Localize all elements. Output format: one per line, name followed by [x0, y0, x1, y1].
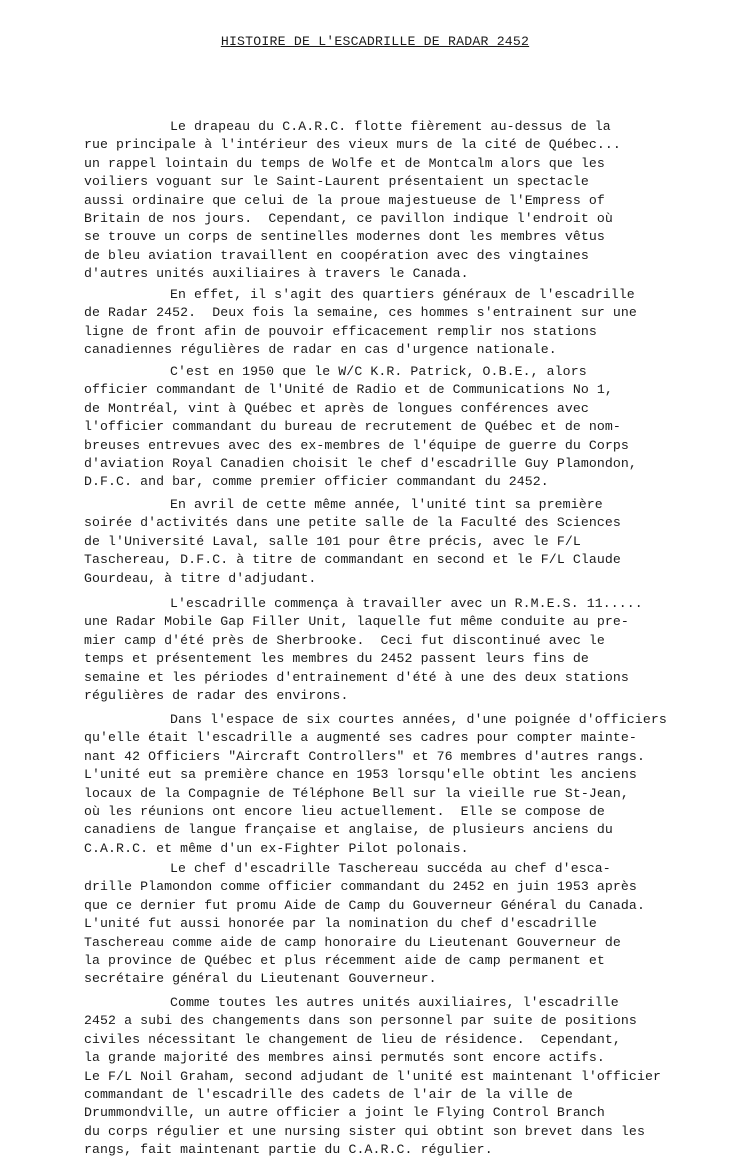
- text-line: 2452 a subi des changements dans son personnel par suite de positions: [84, 1013, 637, 1029]
- text-line: régulières de radar des environs.: [84, 687, 349, 703]
- text-line: se trouve un corps de sentinelles modernes dont les membres vêtus: [84, 229, 605, 245]
- text-line: rangs, fait maintenant partie du C.A.R.C. régulier.: [84, 1142, 493, 1158]
- text-line: Drummondville, un autre officier a joint le Flying Control Branch: [84, 1105, 605, 1121]
- text-line: Comme toutes les autres unités auxiliaires, l'escadrille: [170, 995, 619, 1010]
- text-line: de l'Université Laval, salle 101 pour être précis, avec le F/L: [84, 533, 581, 549]
- text-line: du corps régulier et une nursing sister qui obtint son brevet dans les: [84, 1123, 645, 1139]
- text-line: locaux de la Compagnie de Téléphone Bell sur la vieille rue St-Jean,: [84, 785, 629, 801]
- text-line: mier camp d'été près de Sherbrooke. Ceci fut discontinué avec le: [84, 632, 605, 648]
- text-line: Gourdeau, à titre d'adjudant.: [84, 570, 317, 586]
- paragraph-3: [0, 363, 750, 492]
- text-line: drille Plamondon comme officier commandant du 2452 en juin 1953 après: [84, 879, 637, 895]
- text-line: commandant de l'escadrille des cadets de l'air de la ville de: [84, 1086, 573, 1102]
- paragraph-5: [0, 595, 750, 705]
- document-title: HISTOIRE DE L'ESCADRILLE DE RADAR 2452: [220, 34, 530, 49]
- text-line: d'aviation Royal Canadien choisit le chef d'escadrille Guy Plamondon,: [84, 455, 637, 471]
- text-line: L'escadrille commença à travailler avec un R.M.E.S. 11.....: [170, 596, 643, 611]
- text-line: d'autres unités auxiliaires à travers le Canada.: [84, 266, 469, 282]
- text-line: breuses entrevues avec des ex-membres de l'équipe de guerre du Corps: [84, 437, 629, 453]
- paragraph-7: [0, 860, 750, 989]
- text-line: secrétaire général du Lieutenant Gouverneur.: [84, 971, 437, 987]
- text-line: civiles nécessitant le changement de lieu de résidence. Cependant,: [84, 1031, 621, 1047]
- text-line: où les réunions ont encore lieu actuellement. Elle se compose de: [84, 803, 605, 819]
- text-line: C.A.R.C. et même d'un ex-Fighter Pilot polonais.: [84, 840, 469, 856]
- text-line: qu'elle était l'escadrille a augmenté ses cadres pour compter mainte-: [84, 730, 637, 746]
- paragraph-6: [0, 711, 750, 858]
- text-line: que ce dernier fut promu Aide de Camp du Gouverneur Général du Canada.: [84, 897, 645, 913]
- paragraph-8: [0, 994, 750, 1160]
- text-line: rue principale à l'intérieur des vieux murs de la cité de Québec...: [84, 137, 621, 153]
- text-line: En avril de cette même année, l'unité tint sa première: [170, 497, 603, 512]
- text-line: un rappel lointain du temps de Wolfe et de Montcalm alors que les: [84, 155, 605, 171]
- text-line: semaine et les périodes d'entrainement d'été à une des deux stations: [84, 669, 629, 685]
- text-line: L'unité eut sa première chance en 1953 lorsqu'elle obtint les anciens: [84, 767, 637, 783]
- text-line: officier commandant de l'Unité de Radio et de Communications No 1,: [84, 382, 613, 398]
- text-line: L'unité fut aussi honorée par la nomination du chef d'escadrille: [84, 916, 597, 932]
- text-line: temps et présentement les membres du 2452 passent leurs fins de: [84, 651, 589, 667]
- paragraph-1: [0, 118, 750, 284]
- text-line: la grande majorité des membres ainsi permutés sont encore actifs.: [84, 1050, 605, 1066]
- text-line: soirée d'activités dans une petite salle de la Faculté des Sciences: [84, 515, 621, 531]
- text-line: D.F.C. and bar, comme premier officier commandant du 2452.: [84, 474, 549, 490]
- text-line: Le F/L Noil Graham, second adjudant de l'unité est maintenant l'officier: [84, 1068, 661, 1084]
- text-line: Taschereau, D.F.C. à titre de commandant en second et le F/L Claude: [84, 552, 621, 568]
- paragraph-4: [0, 496, 750, 588]
- text-line: C'est en 1950 que le W/C K.R. Patrick, O.B.E., alors: [170, 364, 587, 379]
- text-line: de Montréal, vint à Québec et après de longues conférences avec: [84, 400, 589, 416]
- text-line: de bleu aviation travaillent en coopération avec des vingtaines: [84, 247, 589, 263]
- text-line: aussi ordinaire que celui de la proue majestueuse de l'Empress of: [84, 192, 605, 208]
- text-line: la province de Québec et plus récemment aide de camp permanent et: [84, 952, 605, 968]
- text-line: de Radar 2452. Deux fois la semaine, ces hommes s'entrainent sur une: [84, 305, 637, 321]
- text-line: une Radar Mobile Gap Filler Unit, laquelle fut même conduite au pre-: [84, 614, 629, 630]
- text-line: En effet, il s'agit des quartiers généraux de l'escadrille: [170, 287, 635, 302]
- text-line: canadiennes régulières de radar en cas d'urgence nationale.: [84, 342, 557, 358]
- text-line: Le drapeau du C.A.R.C. flotte fièrement au-dessus de la: [170, 119, 611, 134]
- text-line: Dans l'espace de six courtes années, d'une poignée d'officiers: [170, 712, 667, 727]
- text-line: Le chef d'escadrille Taschereau succéda au chef d'esca-: [170, 861, 611, 876]
- text-line: voiliers voguant sur le Saint-Laurent présentaient un spectacle: [84, 174, 589, 190]
- text-line: l'officier commandant du bureau de recrutement de Québec et de nom-: [84, 419, 621, 435]
- paragraph-2: [0, 286, 750, 360]
- text-line: Britain de nos jours. Cependant, ce pavillon indique l'endroit où: [84, 210, 613, 226]
- text-line: ligne de front afin de pouvoir efficacement remplir nos stations: [84, 323, 597, 339]
- text-line: Taschereau comme aide de camp honoraire du Lieutenant Gouverneur de: [84, 934, 621, 950]
- text-line: canadiens de langue française et anglaise, de plusieurs anciens du: [84, 822, 613, 838]
- text-line: nant 42 Officiers "Aircraft Controllers" et 76 membres d'autres rangs.: [84, 748, 645, 764]
